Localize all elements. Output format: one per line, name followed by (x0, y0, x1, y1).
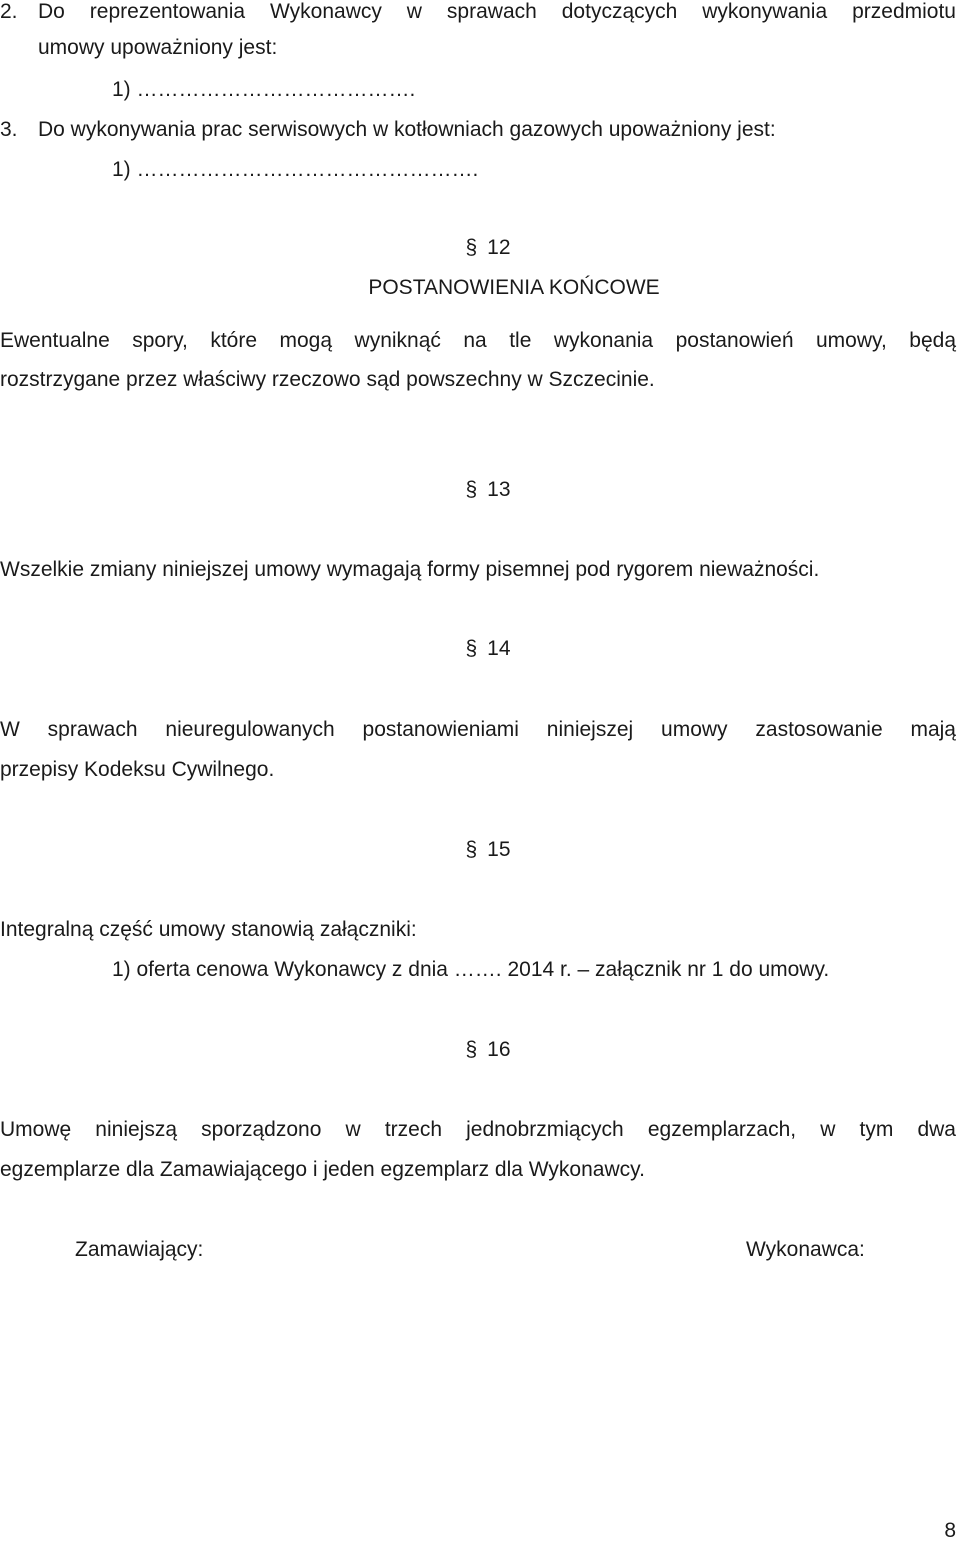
item-3-text: Do wykonywania prac serwisowych w kotłowniach gazowych upoważniony jest: (38, 118, 776, 141)
section-12-heading (0, 236, 960, 260)
section-13-paragraph: Wszelkie zmiany niniejszej umowy wymagają formy pisemnej pod rygorem nieważności. (0, 558, 820, 581)
item-2-number: 2. (0, 0, 18, 23)
item-2-subitem-1: 1) …………………………………. (112, 78, 416, 101)
item-2 (0, 0, 956, 24)
page-number: 8 (944, 1519, 956, 1542)
section-16-number: 16 (487, 1038, 511, 1061)
section-16-paragraph-line1: Umowę niniejszą sporządzono w trzech jednobrzmiących egzemplarzach, w tym dwa (0, 1118, 956, 1141)
section-15-heading (0, 838, 960, 862)
item-2-text-line2: umowy upoważniony jest: (38, 36, 278, 59)
section-14-heading (0, 637, 960, 661)
section-14-number: 14 (487, 637, 511, 660)
signature-orderer-label: Zamawiający: (75, 1238, 204, 1261)
signature-contractor-label: Wykonawca: (746, 1238, 865, 1261)
section-sign-icon: § (465, 236, 478, 259)
section-12-paragraph-line2: rozstrzygane przez właściwy rzeczowo sąd powszechny w Szczecinie. (0, 368, 655, 391)
section-16-heading (0, 1038, 960, 1062)
item-2-text-line1: Do reprezentowania Wykonawcy w sprawach dotyczących wykonywania przedmiotu (38, 0, 956, 23)
section-13-heading (0, 478, 960, 502)
item-3-number: 3. (0, 118, 18, 141)
section-sign-icon: § (465, 1038, 478, 1061)
section-14-paragraph-line2: przepisy Kodeksu Cywilnego. (0, 758, 275, 781)
section-13-number: 13 (487, 478, 511, 501)
section-15-number: 15 (487, 838, 511, 861)
section-15-attachment-1: 1) oferta cenowa Wykonawcy z dnia ……. 2014 r. – załącznik nr 1 do umowy. (112, 958, 830, 981)
section-16-paragraph-line2: egzemplarze dla Zamawiającego i jeden egzemplarz dla Wykonawcy. (0, 1158, 645, 1181)
item-3 (0, 118, 776, 142)
section-12-title: POSTANOWIENIA KOŃCOWE (368, 276, 660, 299)
section-sign-icon: § (465, 478, 478, 501)
item-3-subitem-1: 1) …………………………………………. (112, 158, 479, 181)
section-14-paragraph-line1: W sprawach nieuregulowanych postanowieniami niniejszej umowy zastosowanie mają (0, 718, 956, 741)
section-15-paragraph: Integralną część umowy stanowią załączniki: (0, 918, 417, 941)
section-12-number: 12 (487, 236, 511, 259)
section-sign-icon: § (465, 838, 478, 861)
section-sign-icon: § (465, 637, 478, 660)
section-12-paragraph-line1: Ewentualne spory, które mogą wyniknąć na tle wykonania postanowień umowy, będą (0, 329, 956, 352)
